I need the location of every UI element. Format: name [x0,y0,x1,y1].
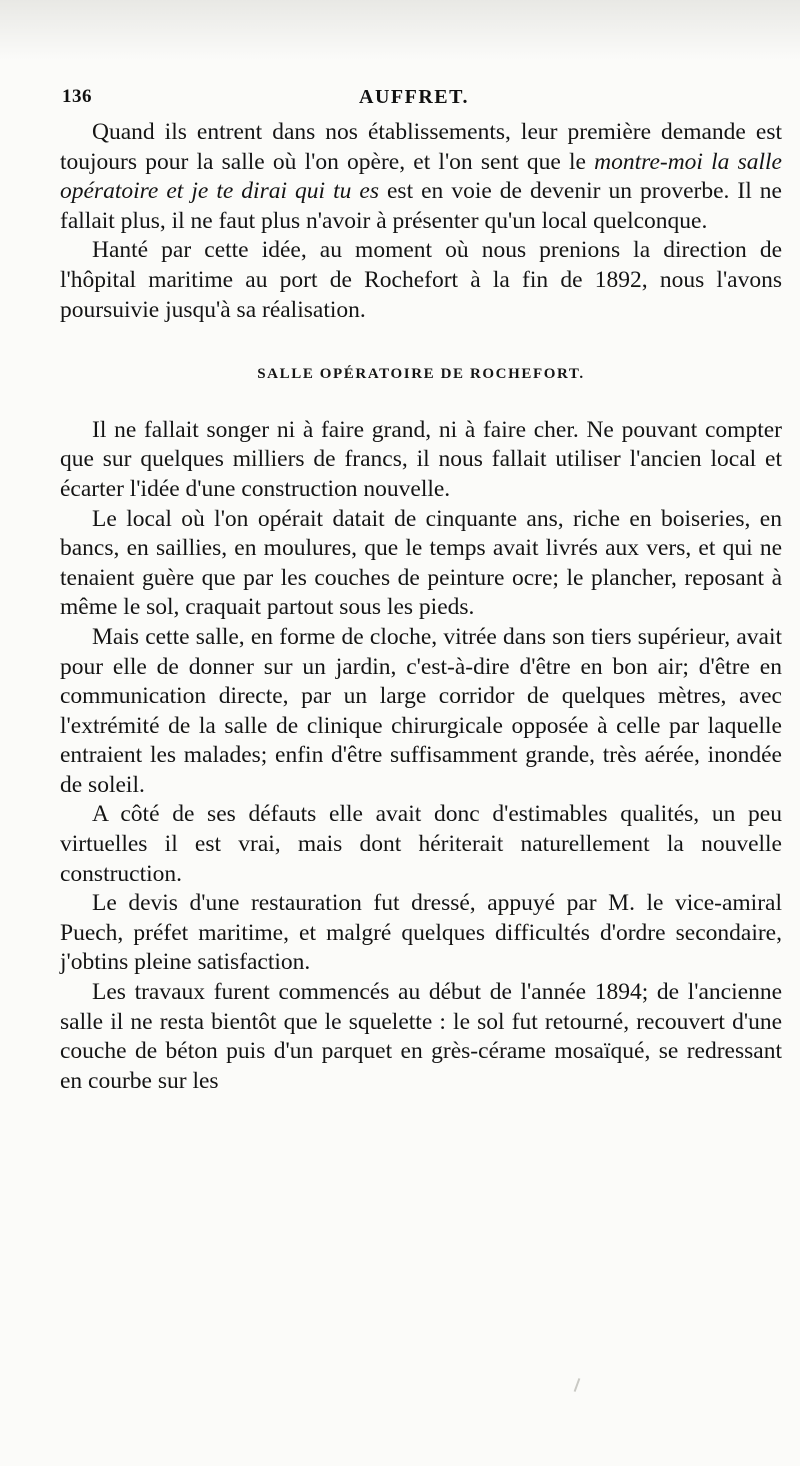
page-number: 136 [62,86,92,107]
running-header [62,86,762,116]
paragraph [60,118,782,236]
italic-phrase: montre-moi la salle opératoire et je te dirai qui tu es [60,148,782,205]
paragraph-text: Quand ils entrent dans nos établissements, leur première demande est toujours pour la salle où l'on opère, et l'on sent que le [60,119,782,175]
stray-mark [574,1378,581,1392]
paragraph: Le devis d'une restauration fut dressé, appuyé par M. le vice-amiral Puech, préfet maritime, et malgré quelques difficultés d'ordre secondaire, j'obtins pleine satisfaction. [60,890,782,976]
section-heading: SALLE OPÉRATOIRE DE ROCHEFORT. [257,366,585,383]
running-title: AUFFRET. [359,86,469,108]
paragraph: Il ne fallait songer ni à faire grand, ni à faire cher. Ne pouvant compter que sur quelques milliers de francs, il nous fallait utiliser l'ancien local et écarter l'idée d'une construction nouvelle. [60,416,782,502]
body-text [60,118,782,1096]
paragraph: Mais cette salle, en forme de cloche, vitrée dans son tiers supérieur, avait pour elle de donner sur un jardin, c'est-à-dire d'être en bon air; d'être en communication directe, par un large corridor de quelques mètres, avec l'extrémité de la salle de clinique chirurgicale opposée à celle par laquelle entraient les malades; enfin d'être suffisamment grande, très aérée, inondée de soleil. [60,623,782,798]
paragraph-text: est en voie de devenir un proverbe. Il ne fallait plus, il ne faut plus n'avoir à présenter qu'un local quelconque. [60,178,782,234]
page-edge-shading [0,0,800,60]
paragraph: Le local où l'on opérait datait de cinquante ans, riche en boiseries, en bancs, en saillies, en moulures, que le temps avait livrés aux vers, et qui ne tenaient guère que par les couches de peinture ocre; le plancher, reposant à même le sol, craquait partout sous les pieds. [60,505,782,621]
paragraph: Hanté par cette idée, au moment où nous prenions la direction de l'hôpital maritime au port de Rochefort à la fin de 1892, nous l'avons poursuivie jusqu'à sa réalisation. [60,237,782,323]
paragraph: Les travaux furent commencés au début de l'année 1894; de l'ancienne salle il ne resta bientôt que le squelette : le sol fut retourné, recouvert d'une couche de béton puis d'un parquet en grès-cérame mosaïqué, se redressant en courbe sur les [60,979,782,1094]
paragraph: A côté de ses défauts elle avait donc d'estimables qualités, un peu virtuelles il est vrai, mais dont hériterait naturellement la nouvelle construction. [60,801,782,887]
